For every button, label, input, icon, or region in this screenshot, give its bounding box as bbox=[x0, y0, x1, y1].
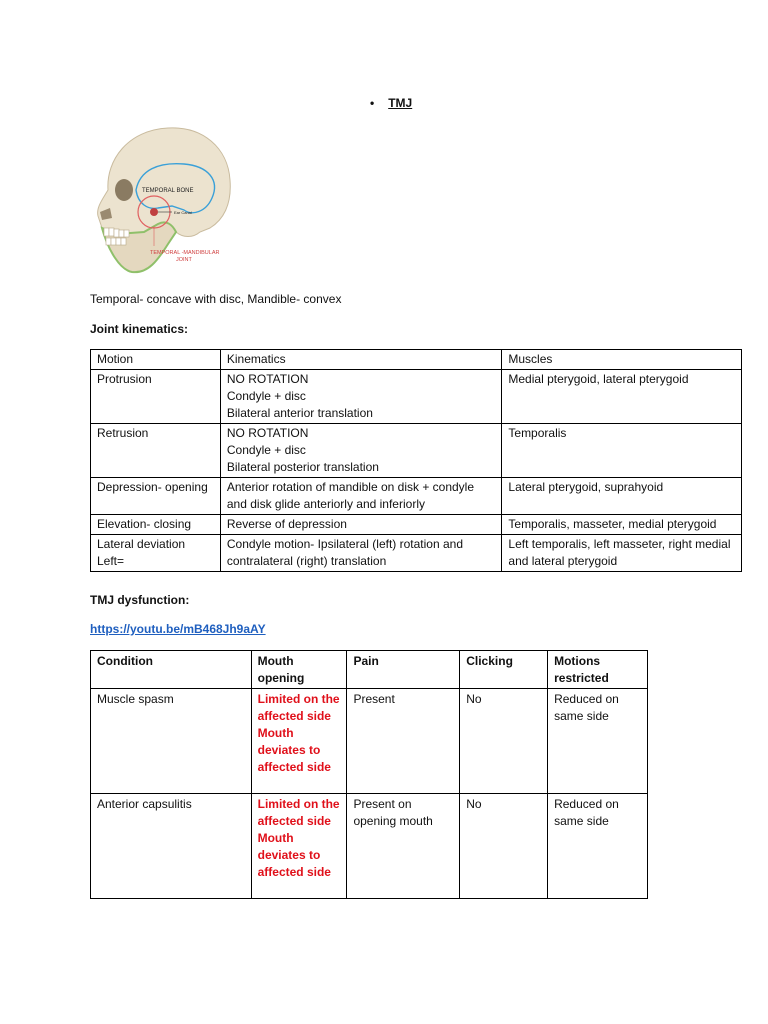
table-row bbox=[91, 370, 742, 424]
column-header: Mouth opening bbox=[251, 651, 347, 689]
ear-canal-label: Ear Canal bbox=[174, 210, 192, 215]
table-row bbox=[91, 794, 648, 899]
muscles-cell: Temporalis, masseter, medial pterygoid bbox=[502, 515, 742, 535]
muscles-cell: Medial pterygoid, lateral pterygoid bbox=[502, 370, 742, 424]
motion-cell: Retrusion bbox=[91, 424, 221, 478]
kinematics-line: Bilateral posterior translation bbox=[226, 460, 379, 474]
column-header: Pain bbox=[347, 651, 460, 689]
kinematics-cell: Condyle motion- Ipsilateral (left) rotation and contralateral (right) translation bbox=[220, 535, 502, 572]
video-link[interactable]: https://youtu.be/mB468Jh9aAY bbox=[90, 622, 266, 636]
column-header: Condition bbox=[91, 651, 252, 689]
table-row bbox=[91, 515, 742, 535]
tmj-label-line1: TEMPORAL -MANDIBULAR bbox=[150, 250, 220, 256]
muscles-cell: Temporalis bbox=[502, 424, 742, 478]
pain-cell: Present on opening mouth bbox=[347, 794, 460, 899]
column-header: Motions restricted bbox=[548, 651, 648, 689]
intro-text: Temporal- concave with disc, Mandible- convex bbox=[90, 292, 342, 306]
kinematics-cell bbox=[220, 370, 502, 424]
dysfunction-table bbox=[90, 650, 648, 899]
column-header: Muscles bbox=[502, 350, 742, 370]
tmj-label-line2: JOINT bbox=[176, 257, 192, 263]
condition-cell: Muscle spasm bbox=[91, 689, 252, 794]
pain-cell: Present bbox=[347, 689, 460, 794]
page-heading bbox=[370, 96, 412, 110]
mouth-opening-line: Mouth deviates to affected side bbox=[257, 831, 331, 879]
table-row bbox=[91, 424, 742, 478]
mouth-opening-line: Limited on the affected side bbox=[257, 692, 340, 723]
skull-illustration bbox=[88, 120, 238, 276]
temporal-bone-label: TEMPORAL BONE bbox=[142, 188, 194, 194]
motion-cell: Lateral deviation Left= bbox=[91, 535, 221, 572]
muscles-cell: Lateral pterygoid, suprahyoid bbox=[502, 478, 742, 515]
column-header: Kinematics bbox=[220, 350, 502, 370]
motions-restricted-cell: Reduced on same side bbox=[548, 794, 648, 899]
bullet-icon: • bbox=[370, 96, 375, 110]
mouth-opening-cell bbox=[251, 794, 347, 899]
table-row bbox=[91, 689, 648, 794]
motion-cell: Protrusion bbox=[91, 370, 221, 424]
column-header: Clicking bbox=[460, 651, 548, 689]
kinematics-line: Bilateral anterior translation bbox=[226, 406, 373, 420]
clicking-cell: No bbox=[460, 689, 548, 794]
kinematics-cell: Anterior rotation of mandible on disk + condyle and disk glide anteriorly and inferiorly bbox=[220, 478, 502, 515]
condition-cell: Anterior capsulitis bbox=[91, 794, 252, 899]
motion-cell: Elevation- closing bbox=[91, 515, 221, 535]
kinematics-table bbox=[90, 349, 742, 572]
page-title: TMJ bbox=[388, 96, 413, 110]
kinematics-cell bbox=[220, 424, 502, 478]
skull-icon bbox=[88, 120, 238, 276]
clicking-cell: No bbox=[460, 794, 548, 899]
column-header: Motion bbox=[91, 350, 221, 370]
kinematics-line: NO ROTATION bbox=[226, 372, 309, 386]
kinematics-line: Condyle + disc bbox=[226, 443, 306, 457]
muscles-cell: Left temporalis, left masseter, right medial and lateral pterygoid bbox=[502, 535, 742, 572]
section-heading-dysfunction: TMJ dysfunction: bbox=[90, 593, 190, 607]
mouth-opening-line: Limited on the affected side bbox=[257, 797, 340, 828]
table-row bbox=[91, 535, 742, 572]
table-row bbox=[91, 478, 742, 515]
table-header-row bbox=[91, 651, 648, 689]
mouth-opening-cell bbox=[251, 689, 347, 794]
section-heading-kinematics: Joint kinematics: bbox=[90, 322, 189, 336]
kinematics-cell: Reverse of depression bbox=[220, 515, 502, 535]
motion-cell: Depression- opening bbox=[91, 478, 221, 515]
kinematics-line: Condyle + disc bbox=[226, 389, 306, 403]
mouth-opening-line: Mouth deviates to affected side bbox=[257, 726, 331, 774]
motions-restricted-cell: Reduced on same side bbox=[548, 689, 648, 794]
kinematics-line: NO ROTATION bbox=[226, 426, 309, 440]
table-header-row bbox=[91, 350, 742, 370]
